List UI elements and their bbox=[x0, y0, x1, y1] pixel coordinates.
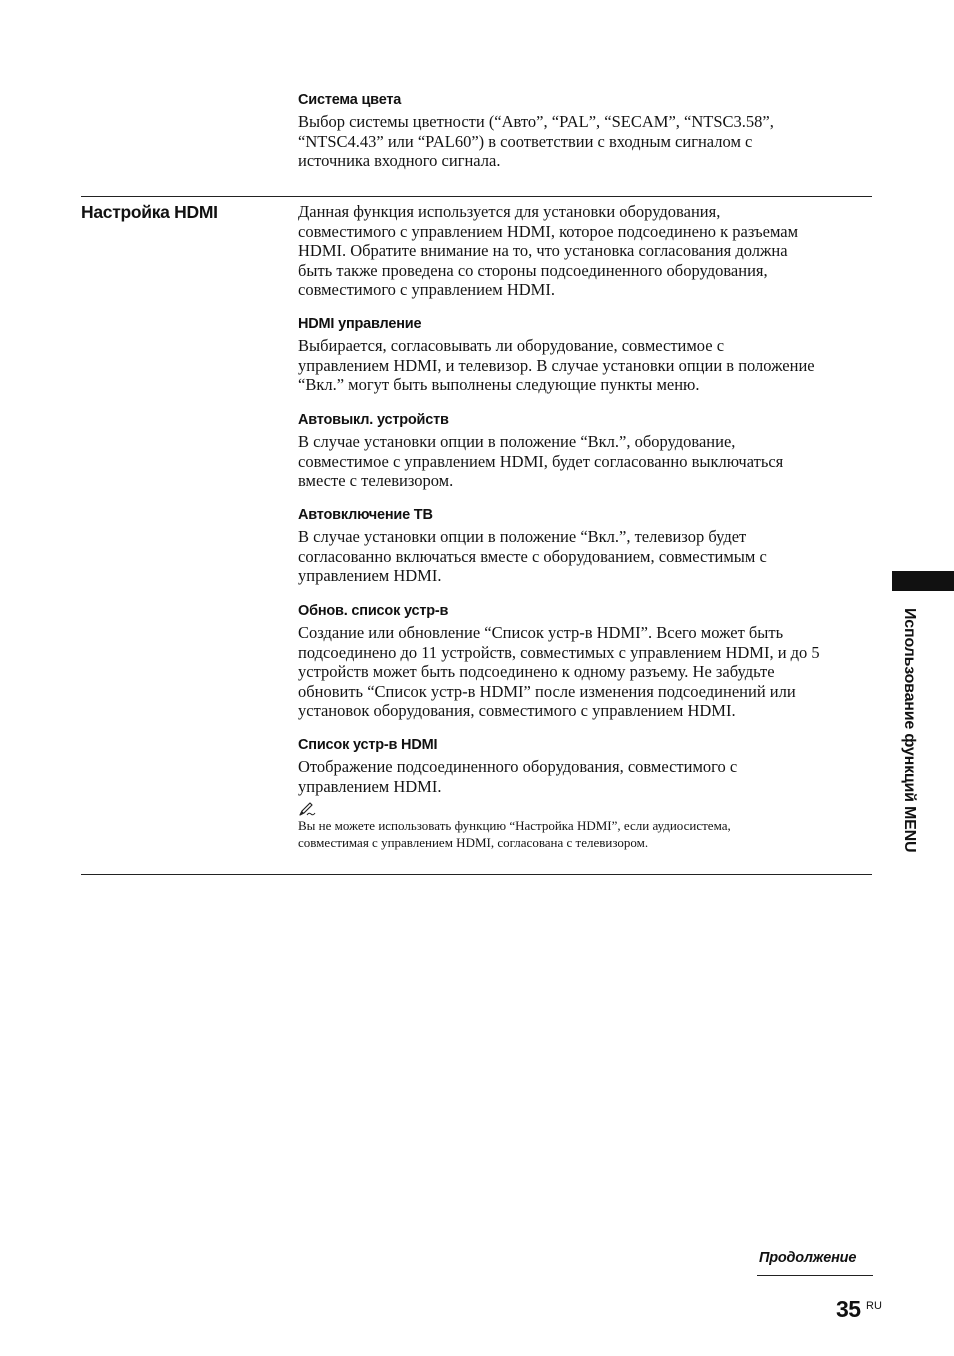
hdmi-intro-line: совместимого с управлением HDMI, которое подсоединено к разъемам bbox=[298, 221, 799, 241]
hdmi-device-list-description bbox=[298, 757, 872, 796]
update-device-list-line: подсоединено до 11 устройств, совместимых с управлением HDMI, и до 5 bbox=[298, 642, 820, 662]
color-system-line: Выбор системы цветности (“Авто”, “PAL”, “SECAM”, “NTSC3.58”, bbox=[298, 112, 774, 131]
chapter-side-label bbox=[894, 608, 922, 890]
hdmi-device-list-line: Отображение подсоединенного оборудования, совместимого с bbox=[298, 757, 738, 776]
auto-device-off-line: вместе с телевизором. bbox=[298, 471, 454, 490]
auto-tv-on-description bbox=[298, 527, 872, 586]
hdmi-control-heading: HDMI управление bbox=[298, 316, 422, 332]
hdmi-control-description bbox=[298, 336, 872, 395]
hdmi-intro-line: быть также проведена со стороны подсоединенного оборудования, bbox=[298, 260, 768, 280]
hdmi-intro-line: Данная функция используется для установки оборудования, bbox=[298, 202, 721, 221]
hdmi-note-line: совместимая с управлением HDMI, согласована с телевизором. bbox=[298, 834, 649, 850]
hdmi-intro-line: HDMI. Обратите внимание на то, что установка согласования должна bbox=[298, 241, 788, 260]
color-system-line: источника входного сигнала. bbox=[298, 151, 501, 170]
continued-label: Продолжение bbox=[759, 1250, 857, 1266]
auto-device-off-line: В случае установки опции в положение “Вкл.”, оборудование, bbox=[298, 432, 736, 451]
color-system-heading: Система цвета bbox=[298, 92, 402, 108]
hdmi-note-line: Вы не можете использовать функцию “Настройка HDMI”, если аудиосистема, bbox=[298, 818, 731, 833]
page-language-code: RU bbox=[866, 1300, 882, 1312]
pencil-note-icon bbox=[298, 801, 318, 817]
hdmi-control-line: управлением HDMI, и телевизор. В случае установки опции в положение bbox=[298, 355, 815, 375]
update-device-list-description bbox=[298, 623, 872, 721]
hdmi-note bbox=[298, 818, 872, 851]
chapter-side-label-text: Использование функций MENU bbox=[901, 608, 918, 853]
hdmi-settings-intro bbox=[298, 202, 872, 300]
hdmi-device-list-line: управлением HDMI. bbox=[298, 776, 442, 796]
auto-tv-on-line: согласованно включаться вместе с оборудованием, совместимым с bbox=[298, 546, 767, 566]
color-system-description bbox=[298, 112, 872, 171]
hdmi-control-line: “Вкл.” могут быть выполнены следующие пункты меню. bbox=[298, 375, 700, 394]
color-system-line: “NTSC4.43” или “PAL60”) в соответствии с входным сигналом с bbox=[298, 131, 753, 151]
auto-device-off-heading: Автовыкл. устройств bbox=[298, 412, 449, 428]
update-device-list-line: устройств может быть подсоединено к одному разъему. Не забудьте bbox=[298, 662, 775, 681]
update-device-list-heading: Обнов. список устр-в bbox=[298, 603, 449, 619]
auto-tv-on-line: В случае установки опции в положение “Вкл.”, телевизор будет bbox=[298, 527, 747, 546]
auto-device-off-line: совместимое с управлением HDMI, будет согласованно выключаться bbox=[298, 451, 784, 471]
continued-underline bbox=[757, 1275, 873, 1276]
auto-tv-on-heading: Автовключение ТВ bbox=[298, 507, 433, 523]
chapter-tab-marker bbox=[892, 571, 954, 591]
hdmi-device-list-heading: Список устр-в HDMI bbox=[298, 737, 438, 753]
auto-tv-on-line: управлением HDMI. bbox=[298, 566, 442, 585]
hdmi-control-line: Выбирается, согласовывать ли оборудование, совместимое с bbox=[298, 336, 725, 355]
section-divider-bottom bbox=[81, 874, 872, 875]
section-divider-top bbox=[81, 196, 872, 197]
auto-device-off-description bbox=[298, 432, 872, 491]
hdmi-intro-line: совместимого с управлением HDMI. bbox=[298, 280, 555, 299]
page-number: 35 bbox=[836, 1296, 861, 1322]
update-device-list-line: обновить “Список устр-в HDMI” после изменения подсоединений или bbox=[298, 681, 796, 701]
update-device-list-line: установок оборудования, совместимого с управлением HDMI. bbox=[298, 701, 736, 720]
update-device-list-line: Создание или обновление “Список устр-в HDMI”. Всего может быть bbox=[298, 623, 784, 642]
hdmi-settings-title: Настройка HDMI bbox=[81, 202, 218, 222]
